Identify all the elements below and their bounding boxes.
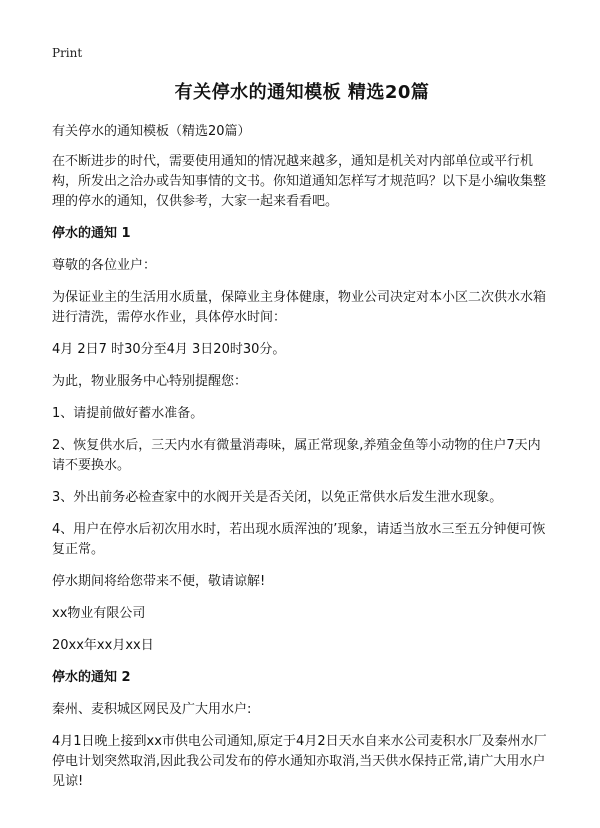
notice-1-item: 3、外出前务必检查家中的水阀开关是否关闭，以免正常供水后发生泄水现象。 <box>52 490 503 505</box>
notice-1-body: 为保证业主的生活用水质量，保障业主身体健康，物业公司决定对本小区二次供水水箱进行清洗，需停水作业，具体停水时间： <box>52 290 547 325</box>
notice-1-reminder: 为此，物业服务中心特别提醒您： <box>52 374 248 389</box>
print-label: Print <box>52 46 83 60</box>
notice-2-heading: 停水的通知 2 <box>52 670 131 685</box>
notice-1-item: 1、请提前做好蓄水准备。 <box>52 406 204 421</box>
notice-2-salutation: 秦州、麦积城区网民及广大用水户: <box>52 702 252 717</box>
notice-1-salutation: 尊敬的各位业户： <box>52 258 157 273</box>
page-title: 有关停水的通知模板 精选20篇 <box>174 82 430 103</box>
notice-1-company: xx物业有限公司 <box>52 606 146 621</box>
notice-1-date: 20xx年xx月xx日 <box>52 638 154 653</box>
document-subtitle: 有关停水的通知模板（精选20篇） <box>52 124 251 139</box>
notice-1-item: 4、用户在停水后初次用水时，若出现水质浑浊的’现象，请适当放水三至五分钟便可恢复正常。 <box>52 522 546 557</box>
intro-paragraph: 在不断进步的时代，需要使用通知的情况越来越多，通知是机关对内部单位或平行机构，所发出之洽办或告知事情的文书。你知道通知怎样写才规范吗？以下是小编收集整理的停水的通知，仅供参考，大家一起来看看吧。 <box>52 154 547 209</box>
notice-1-time: 4月 2日7 时30分至4月 3日20时30分。 <box>52 342 286 357</box>
notice-1-item: 2、恢复供水后，三天内水有微量消毒味，属正常现象,养殖金鱼等小动物的住户7天内请不要换水。 <box>52 438 541 473</box>
document-body <box>52 80 552 804</box>
notice-1-closing: 停水期间将给您带来不便，敬请谅解! <box>52 574 266 589</box>
notice-1-heading: 停水的通知 1 <box>52 226 131 241</box>
notice-2-body: 4月1日晚上接到xx市供电公司通知,原定于4月2日天水自来水公司麦积水厂及秦州水厂停电计划突然取消,因此我公司发布的停水通知亦取消,当天供水保持正常,请广大用水户见谅! <box>52 734 547 789</box>
